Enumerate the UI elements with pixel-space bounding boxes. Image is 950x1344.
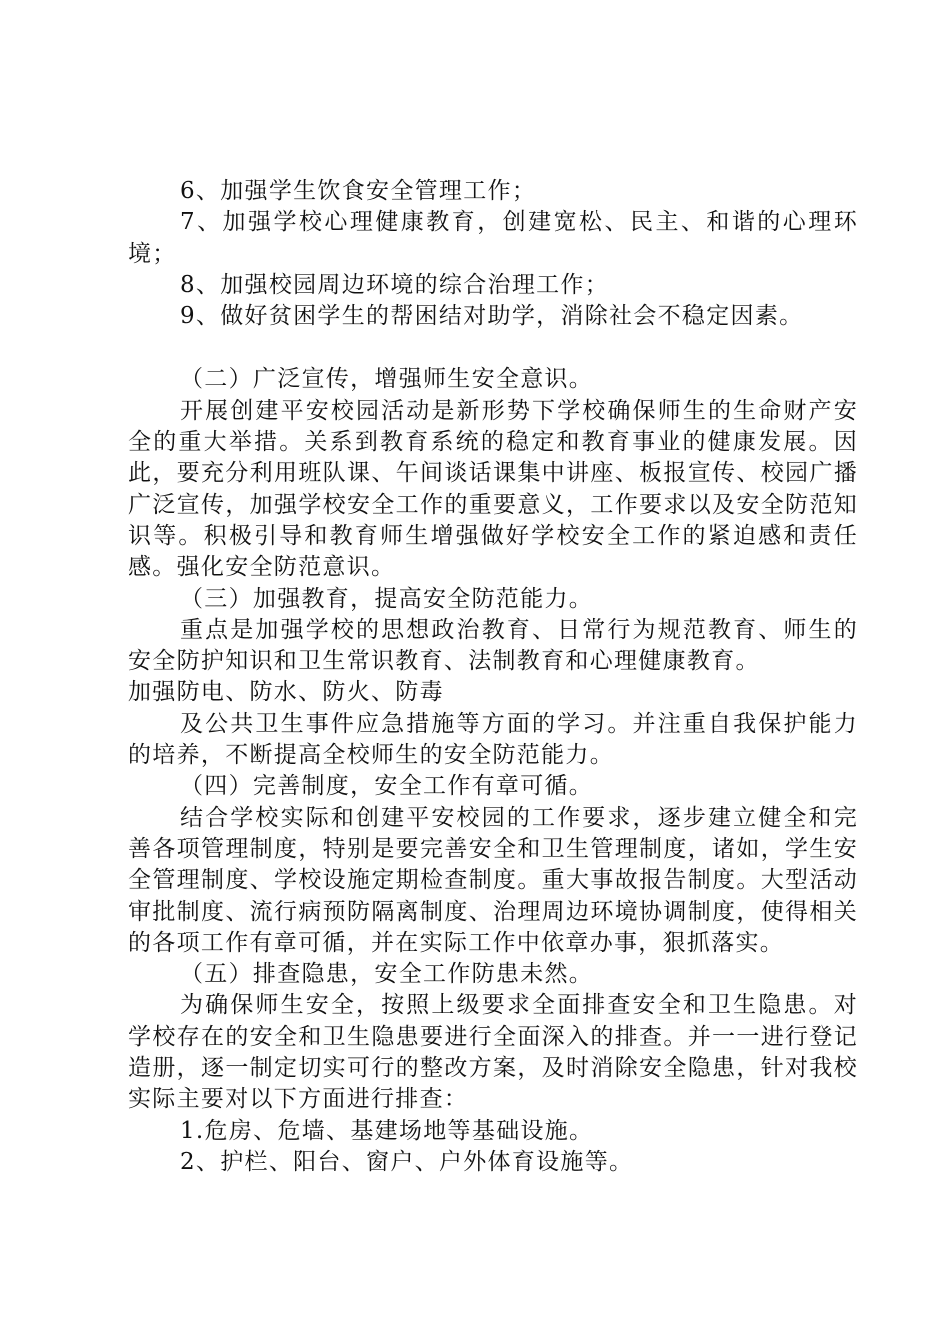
section-3-body-line: 加强防电、防水、防火、防毒: [128, 679, 444, 706]
document-body: [128, 176, 858, 1178]
section-heading-2: （二）广泛宣传，增强师生安全意识。: [180, 366, 594, 393]
section-3-body: 重点是加强学校的思想政治教育、日常行为规范教育、师生的安全防护知识和卫生常识教育、法制教育和心理健康教育。: [128, 616, 858, 675]
section-heading-5: （五）排查隐患，安全工作防患未然。: [180, 961, 594, 988]
paragraph-gap: [128, 332, 858, 364]
section-heading-4: （四）完善制度，安全工作有章可循。: [180, 773, 594, 800]
list-item-7: 7、加强学校心理健康教育，创建宽松、民主、和谐的心理环境；: [128, 209, 858, 267]
list-item-8: 8、加强校园周边环境的综合治理工作；: [180, 271, 610, 298]
list-item-6: 6、加强学生饮食安全管理工作；: [180, 178, 537, 204]
section-3-body-continued: 及公共卫生事件应急措施等方面的学习。并注重自我保护能力的培养，不断提高全校师生的安全防范能力。: [128, 710, 858, 769]
section-4-body: 结合学校实际和创建平安校园的工作要求，逐步建立健全和完善各项管理制度，特别是要完善安全和卫生管理制度，诸如，学生安全管理制度、学校设施定期检查制度。重大事故报告制度。大型活动审批制度、流行病预防隔离制度、治理周边环境协调制度，使得相关的各项工作有章可循，并在实际工作中依章办事，狠抓落实。: [128, 804, 858, 956]
section-heading-3: （三）加强教育，提高安全防范能力。: [180, 585, 594, 612]
check-item-2: 2、护栏、阳台、窗户、户外体育设施等。: [180, 1148, 634, 1175]
list-item-9: 9、做好贫困学生的帮困结对助学，消除社会不稳定因素。: [180, 303, 804, 330]
section-5-body: 为确保师生安全，按照上级要求全面排查安全和卫生隐患。对学校存在的安全和卫生隐患要进行全面深入的排查。并一一进行登记造册，逐一制定切实可行的整改方案，及时消除安全隐患，针对我校实际主要对以下方面进行排查：: [128, 992, 858, 1113]
section-2-body: 开展创建平安校园活动是新形势下学校确保师生的生命财产安全的重大举措。关系到教育系统的稳定和教育事业的健康发展。因此，要充分利用班队课、午间谈话课集中讲座、板报宣传、校园广播广泛宣传，加强学校安全工作的重要意义，工作要求以及安全防范知识等。积极引导和教育师生增强做好学校安全工作的紧迫感和责任感。强化安全防范意识。: [128, 397, 858, 581]
check-item-1: 1.危房、危墙、基建场地等基础设施。: [180, 1117, 594, 1144]
